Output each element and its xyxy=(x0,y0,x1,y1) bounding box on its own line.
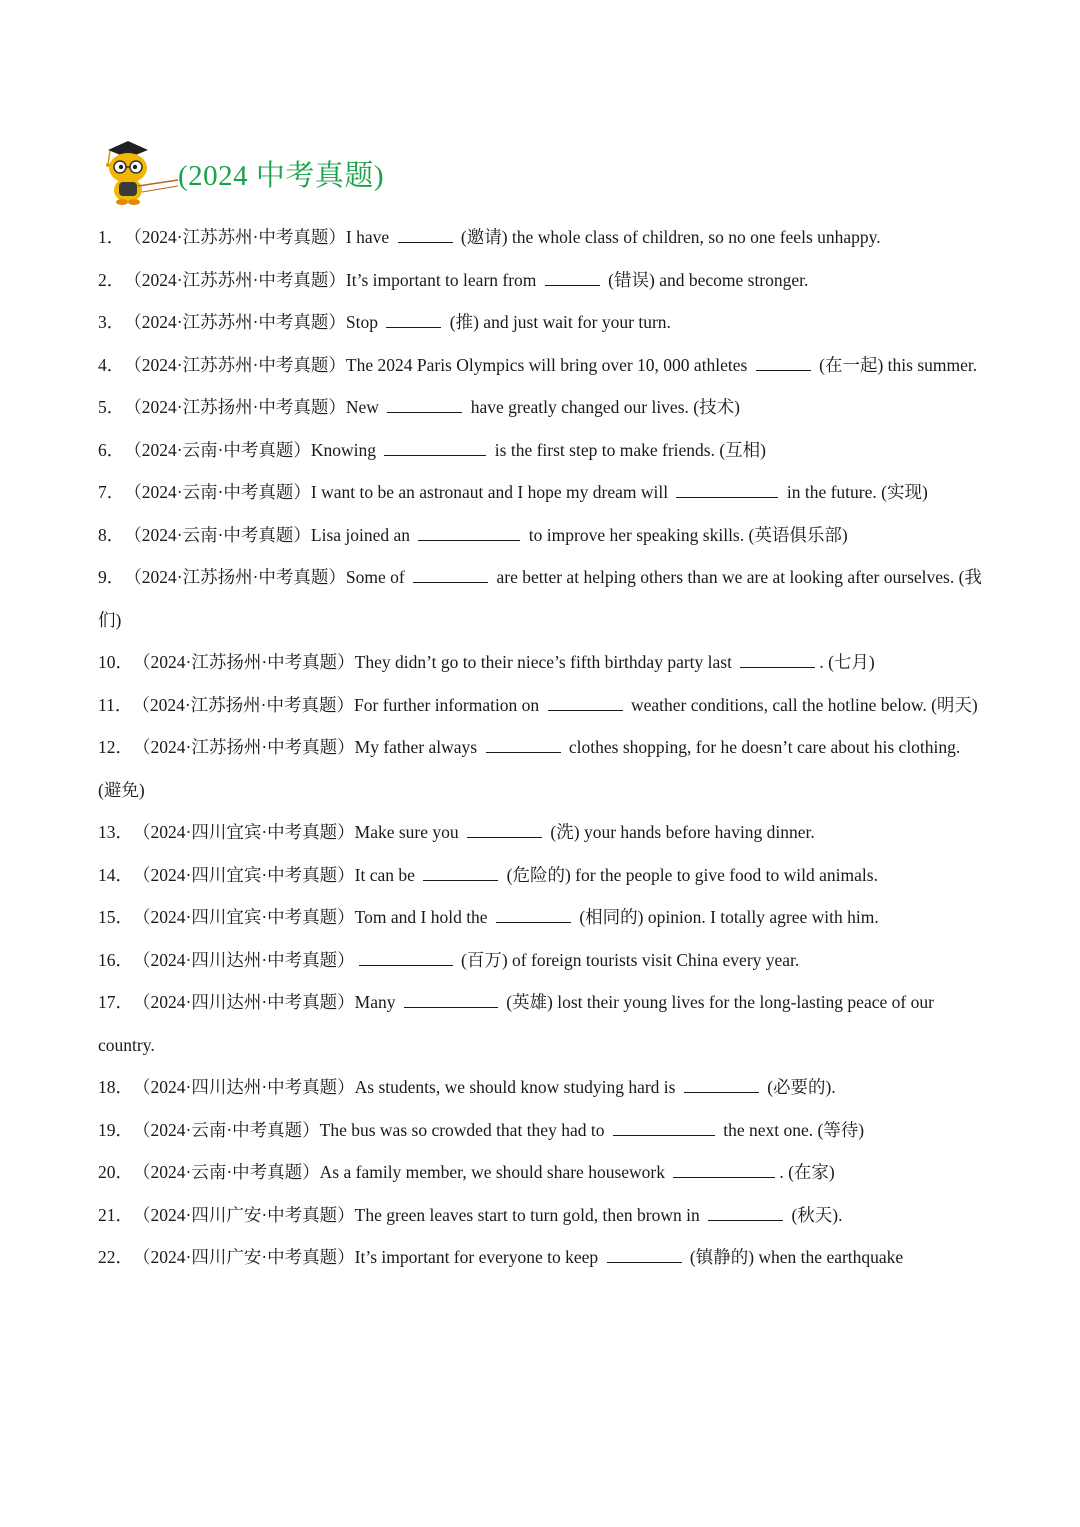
question-text-after: (错误) and become stronger. xyxy=(603,269,809,290)
question-item xyxy=(98,259,986,302)
answer-blank[interactable] xyxy=(423,861,498,880)
question-item xyxy=(98,896,986,939)
question-number: 14． xyxy=(98,864,133,885)
answer-blank[interactable] xyxy=(756,351,811,370)
question-item xyxy=(98,1194,986,1237)
answer-blank[interactable] xyxy=(548,691,623,710)
question-source: （2024·江苏苏州·中考真题） xyxy=(124,227,346,247)
answer-blank[interactable] xyxy=(467,819,542,838)
question-number: 9． xyxy=(98,567,125,587)
question-text-after: are better at helping others than we are at looking after ourselves. (我们) xyxy=(98,567,982,630)
question-text-before: It’s important to learn from xyxy=(345,269,541,290)
question-text-before: As students, we should know studying hard is xyxy=(354,1077,680,1097)
question-source: （2024·江苏扬州·中考真题） xyxy=(133,737,355,757)
question-source: （2024·四川宜宾·中考真题） xyxy=(133,864,355,885)
question-text-after: to improve her speaking skills. (英语俱乐部) xyxy=(524,524,848,545)
answer-blank[interactable] xyxy=(384,436,486,455)
answer-blank[interactable] xyxy=(398,224,453,243)
question-number: 20． xyxy=(98,1162,133,1182)
question-item xyxy=(98,1109,986,1152)
question-source: （2024·云南·中考真题） xyxy=(133,1119,320,1140)
question-text-after: (相同的) opinion. I totally agree with him. xyxy=(574,907,879,927)
question-text-after: (必要的). xyxy=(762,1077,836,1097)
question-source: （2024·江苏苏州·中考真题） xyxy=(124,269,346,290)
question-item xyxy=(98,1151,986,1194)
question-text-before: Tom and I hold the xyxy=(354,907,492,927)
question-source: （2024·云南·中考真题） xyxy=(124,524,311,545)
answer-blank[interactable] xyxy=(418,521,520,540)
answer-blank[interactable] xyxy=(545,266,600,285)
question-item xyxy=(98,726,986,811)
question-source: （2024·江苏扬州·中考真题） xyxy=(132,694,355,715)
question-text-after: (邀请) the whole class of children, so no one feels unhappy. xyxy=(456,227,881,247)
question-text-before: New xyxy=(345,397,384,417)
question-number: 8． xyxy=(98,524,125,545)
question-source: （2024·江苏扬州·中考真题） xyxy=(133,652,355,672)
question-item xyxy=(98,344,986,387)
question-text-after: have greatly changed our lives. (技术) xyxy=(466,397,740,417)
question-source: （2024·江苏扬州·中考真题） xyxy=(124,397,346,417)
question-source: （2024·四川宜宾·中考真题） xyxy=(133,907,355,927)
question-source: （2024·江苏苏州·中考真题） xyxy=(124,354,346,375)
section-header xyxy=(98,136,384,208)
question-source: （2024·江苏扬州·中考真题） xyxy=(124,567,346,587)
question-text-after: (英雄) lost their young lives for the long-lasting peace of our country. xyxy=(98,992,934,1055)
question-text-before: It can be xyxy=(354,864,420,885)
question-text-before: I have xyxy=(345,227,394,247)
question-item xyxy=(98,386,986,429)
answer-blank[interactable] xyxy=(673,1159,775,1178)
question-source: （2024·云南·中考真题） xyxy=(124,482,311,502)
answer-blank[interactable] xyxy=(607,1244,682,1263)
question-item xyxy=(98,429,986,472)
answer-blank[interactable] xyxy=(676,479,778,498)
question-number: 11． xyxy=(98,694,133,715)
question-number: 12． xyxy=(98,737,133,757)
question-source: （2024·江苏苏州·中考真题） xyxy=(124,312,346,332)
question-number: 7． xyxy=(98,482,125,502)
question-text-before: Stop xyxy=(345,312,383,332)
question-source: （2024·四川广安·中考真题） xyxy=(133,1204,355,1225)
question-text-after: in the future. (实现) xyxy=(782,482,928,502)
question-item xyxy=(98,684,986,727)
question-list xyxy=(98,216,986,1279)
question-number: 2． xyxy=(98,269,125,290)
question-text-after: (洗) your hands before having dinner. xyxy=(546,822,815,842)
question-item xyxy=(98,216,986,259)
question-number: 5． xyxy=(98,397,125,417)
question-text-after: (镇静的) when the earthquake xyxy=(685,1247,904,1267)
question-item xyxy=(98,811,986,854)
question-text-after: (危险的) for the people to give food to wild animals. xyxy=(502,864,878,885)
question-text-before: The bus was so crowded that they had to xyxy=(319,1119,609,1140)
question-text-after: clothes shopping, for he doesn’t care about his clothing. (避免) xyxy=(98,737,961,800)
answer-blank[interactable] xyxy=(404,989,498,1008)
question-number: 1． xyxy=(98,227,125,247)
question-item xyxy=(98,1236,986,1279)
answer-blank[interactable] xyxy=(496,904,571,923)
question-text-after: (秋天). xyxy=(787,1204,843,1225)
answer-blank[interactable] xyxy=(684,1074,759,1093)
question-number: 4． xyxy=(98,354,125,375)
question-source: （2024·四川宜宾·中考真题） xyxy=(133,822,355,842)
question-text-after: is the first step to make friends. (互相) xyxy=(490,439,766,460)
answer-blank[interactable] xyxy=(386,309,441,328)
question-source: （2024·云南·中考真题） xyxy=(133,1162,320,1182)
question-item xyxy=(98,514,986,557)
question-item xyxy=(98,939,986,982)
question-text-before: I want to be an astronaut and I hope my dream will xyxy=(310,482,673,502)
question-text-before: For further information on xyxy=(354,694,544,715)
question-source: （2024·四川达州·中考真题） xyxy=(133,992,355,1012)
question-item xyxy=(98,1066,986,1109)
question-text-after: the next one. (等待) xyxy=(718,1119,865,1140)
question-number: 21． xyxy=(98,1204,133,1225)
question-text-before: Make sure you xyxy=(354,822,464,842)
question-text-before: As a family member, we should share housework xyxy=(319,1162,670,1182)
question-number: 10． xyxy=(98,652,133,672)
question-text-after: . (七月) xyxy=(819,652,875,672)
question-text-after: (在一起) this summer. xyxy=(814,354,978,375)
question-item xyxy=(98,301,986,344)
question-number: 19． xyxy=(98,1119,133,1140)
answer-blank[interactable] xyxy=(359,946,453,965)
question-text-before: The green leaves start to turn gold, then brown in xyxy=(354,1204,705,1225)
answer-blank[interactable] xyxy=(413,564,488,583)
question-text-after: (推) and just wait for your turn. xyxy=(445,312,671,332)
question-number: 18． xyxy=(98,1077,133,1097)
question-text-before: Lisa joined an xyxy=(310,524,415,545)
question-source: （2024·云南·中考真题） xyxy=(124,439,311,460)
question-number: 3． xyxy=(98,312,125,332)
question-text-before: It’s important for everyone to keep xyxy=(354,1247,603,1267)
question-item xyxy=(98,854,986,897)
question-text-after: (百万) of foreign tourists visit China every year. xyxy=(456,949,800,970)
section-title: (2024 中考真题) xyxy=(178,159,385,192)
question-number: 22． xyxy=(98,1247,133,1267)
question-text-after: . (在家) xyxy=(779,1162,835,1182)
question-number: 17． xyxy=(98,992,133,1012)
question-number: 6． xyxy=(98,439,125,460)
question-text-before: Knowing xyxy=(310,439,381,460)
question-number: 13． xyxy=(98,822,133,842)
question-text-before: The 2024 Paris Olympics will bring over 10, 000 athletes xyxy=(345,354,752,375)
graduate-owl-mascot-icon xyxy=(98,136,180,208)
answer-blank[interactable] xyxy=(387,394,462,413)
answer-blank[interactable] xyxy=(740,649,815,668)
answer-blank[interactable] xyxy=(708,1201,783,1220)
question-source: （2024·四川广安·中考真题） xyxy=(133,1247,355,1267)
question-text-before: My father always xyxy=(354,737,482,757)
question-item xyxy=(98,641,986,684)
question-item xyxy=(98,981,986,1066)
question-text-before: They didn’t go to their niece’s fifth birthday party last xyxy=(354,652,737,672)
question-text-after: weather conditions, call the hotline below. (明天) xyxy=(626,694,978,715)
question-source: （2024·四川达州·中考真题） xyxy=(133,949,355,970)
answer-blank[interactable] xyxy=(486,734,561,753)
answer-blank[interactable] xyxy=(613,1116,715,1135)
question-source: （2024·四川达州·中考真题） xyxy=(133,1077,355,1097)
question-number: 15． xyxy=(98,907,133,927)
question-item xyxy=(98,471,986,514)
question-item xyxy=(98,556,986,641)
question-text-before: Many xyxy=(354,992,400,1012)
question-number: 16． xyxy=(98,949,133,970)
question-text-before: Some of xyxy=(345,567,410,587)
